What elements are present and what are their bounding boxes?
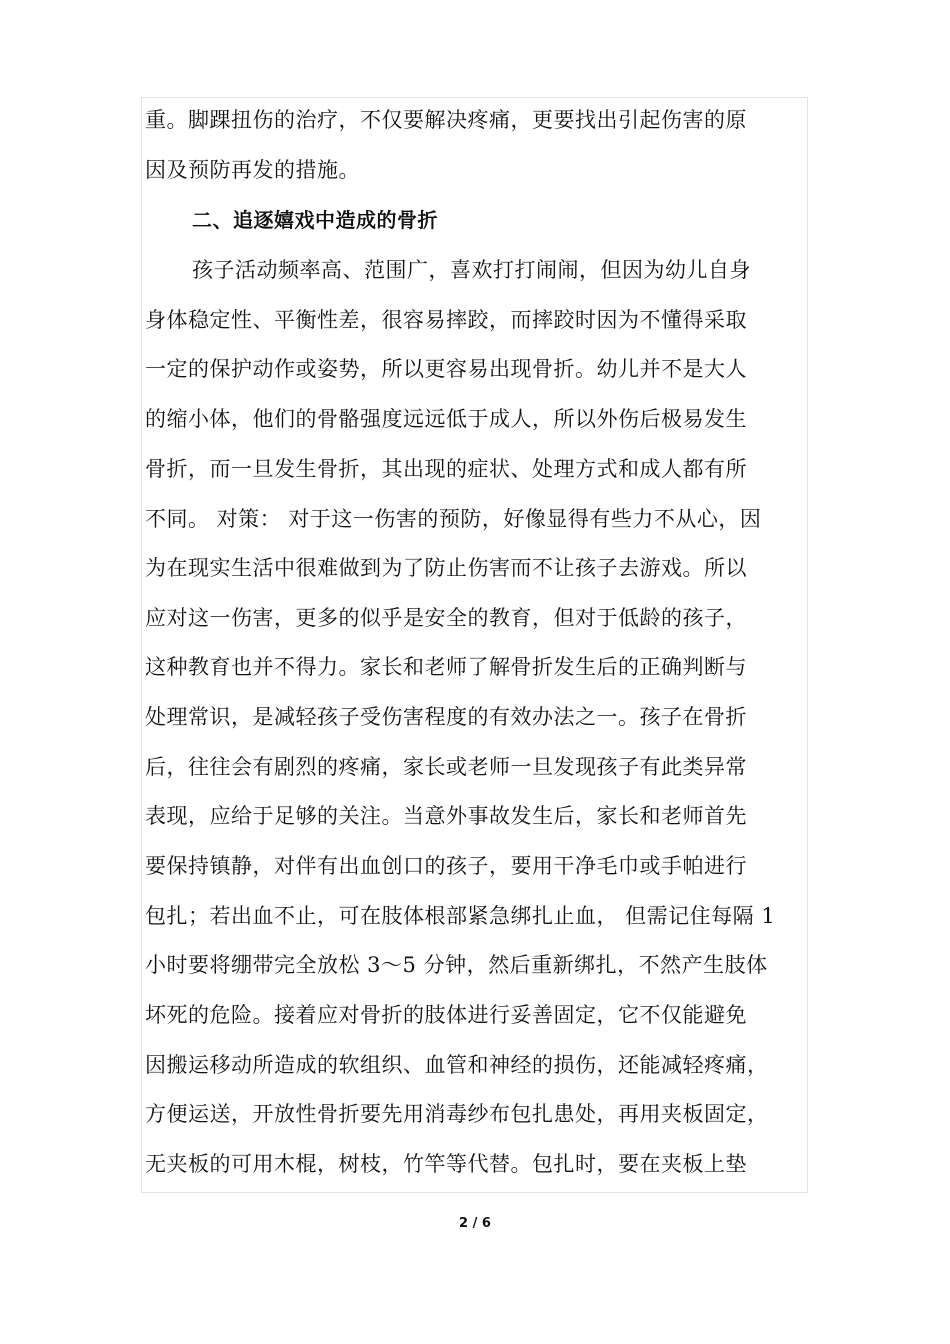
text-line: 坏死的危险。接着应对骨折的肢体进行妥善固定，它不仅能避免 bbox=[145, 1003, 747, 1027]
text-line: 无夹板的可用木棍，树枝，竹竿等代替。包扎时，要在夹板上垫 bbox=[145, 1152, 747, 1176]
text-line: 不同。 对策： 对于这一伤害的预防，好像显得有些力不从心，因 bbox=[145, 507, 762, 531]
text-line: 后，往往会有剧烈的疼痛，家长或老师一旦发现孩子有此类异常 bbox=[145, 755, 747, 779]
text-line: 因搬运移动所造成的软组织、血管和神经的损伤，还能减轻疼痛， bbox=[145, 1053, 769, 1077]
text-line: 重。脚踝扭伤的治疗，不仅要解决疼痛，更要找出引起伤害的原 bbox=[145, 108, 747, 132]
text-line: 孩子活动频率高、范围广，喜欢打打闹闹，但因为幼儿自身 bbox=[192, 258, 751, 282]
text-line: 处理常识，是减轻孩子受伤害程度的有效办法之一。孩子在骨折 bbox=[145, 705, 747, 729]
text-line: 小时要将绷带完全放松 3～5 分钟，然后重新绑扎，不然产生肢体 bbox=[145, 953, 768, 977]
text-line: 的缩小体，他们的骨骼强度远远低于成人，所以外伤后极易发生 bbox=[145, 407, 747, 431]
text-line: 骨折，而一旦发生骨折，其出现的症状、处理方式和成人都有所 bbox=[145, 457, 747, 481]
text-line: 要保持镇静，对伴有出血创口的孩子，要用干净毛巾或手帕进行 bbox=[145, 854, 747, 878]
text-line: 一定的保护动作或姿势，所以更容易出现骨折。幼儿并不是大人 bbox=[145, 357, 747, 381]
page-number: 2 / 6 bbox=[459, 1216, 491, 1231]
text-line: 为在现实生活中很难做到为了防止伤害而不让孩子去游戏。所以 bbox=[145, 556, 747, 580]
text-line: 因及预防再发的措施。 bbox=[145, 158, 360, 182]
text-line: 表现，应给于足够的关注。当意外事故发生后，家长和老师首先 bbox=[145, 804, 747, 828]
text-line: 应对这一伤害，更多的似乎是安全的教育，但对于低龄的孩子， bbox=[145, 606, 747, 630]
section-heading: 二、追逐嬉戏中造成的骨折 bbox=[192, 208, 438, 232]
text-line: 身体稳定性、平衡性差，很容易摔跤，而摔跤时因为不懂得采取 bbox=[145, 308, 747, 332]
text-line: 方便运送，开放性骨折要先用消毒纱布包扎患处，再用夹板固定， bbox=[145, 1102, 769, 1126]
text-line: 这种教育也并不得力。家长和老师了解骨折发生后的正确判断与 bbox=[145, 655, 747, 679]
text-line: 包扎；若出血不止，可在肢体根部紧急绑扎止血， 但需记住每隔 1 bbox=[145, 904, 776, 928]
